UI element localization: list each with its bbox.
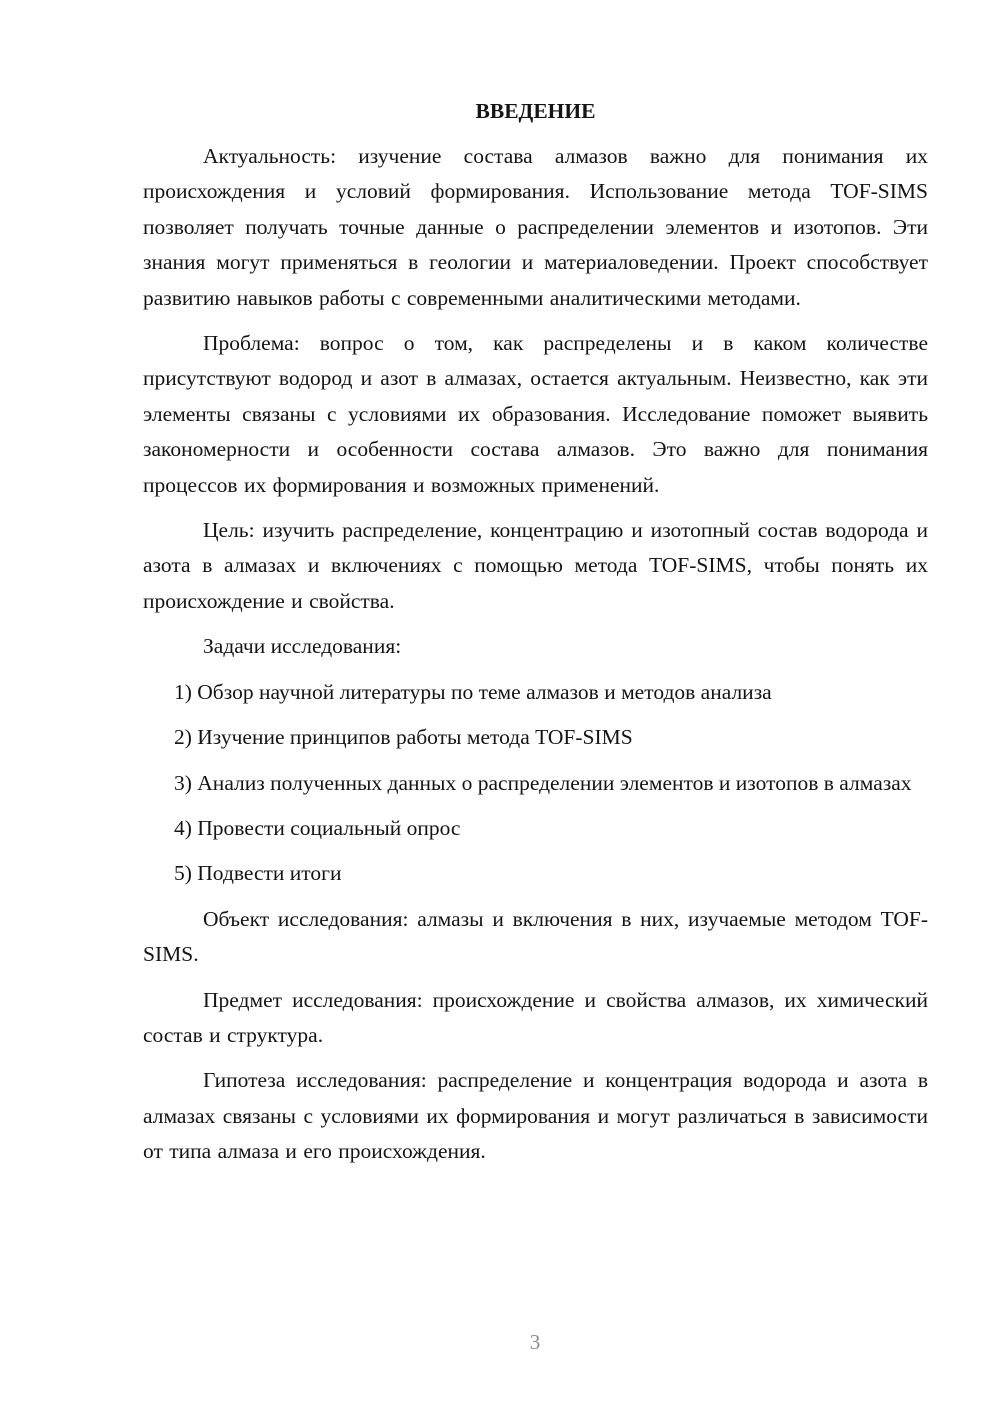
document-page bbox=[143, 94, 928, 1180]
paragraph-problem: Проблема: вопрос о том, как распределены и в каком количестве присутствуют водород и азот в алмазах, остается актуальным. Неизвестно, как эти элементы связаны с условиями их образования. Исследование поможет выявить закономерности и особенности состава алмазов. Это важно для понимания процессов их формирования и возможных применений. bbox=[143, 331, 928, 497]
paragraph-goal: Цель: изучить распределение, концентрацию и изотопный состав водорода и азота в алмазах и включениях с помощью метода TOF-SIMS, чтобы понять их происхождение и свойства. bbox=[143, 518, 928, 613]
tasks-heading: Задачи исследования: bbox=[203, 634, 402, 659]
paragraph-relevance: Актуальность: изучение состава алмазов важно для понимания их происхождения и условий формирования. Использование метода TOF-SIMS позволяет получать точные данные о распределении элементов и изотопов. Эти знания могут применяться в геологии и материаловедении. Проект способствует развитию навыков работы с современными аналитическими методами. bbox=[143, 144, 928, 310]
paragraph-object: Объект исследования: алмазы и включения в них, изучаемые методом TOF-SIMS. bbox=[143, 906, 928, 967]
task-item-5: 5) Подвести итоги bbox=[174, 861, 342, 886]
task-item-4: 4) Провести социальный опрос bbox=[174, 815, 461, 840]
task-item-1: 1) Обзор научной литературы по теме алмазов и методов анализа bbox=[174, 679, 772, 704]
paragraph-subject: Предмет исследования: происхождение и свойства алмазов, их химический состав и структура. bbox=[143, 987, 928, 1047]
page-number: 3 bbox=[529, 1330, 541, 1354]
paragraph-hypothesis: Гипотеза исследования: распределение и концентрация водорода и азота в алмазах связаны с условиями их формирования и могут различаться в зависимости от типа алмаза и его происхождения. bbox=[143, 1068, 928, 1164]
section-title: ВВЕДЕНИЕ bbox=[475, 99, 596, 123]
task-item-2: 2) Изучение принципов работы метода TOF-SIMS bbox=[174, 725, 633, 750]
task-item-3: 3) Анализ полученных данных о распределении элементов и изотопов в алмазах bbox=[174, 770, 912, 795]
